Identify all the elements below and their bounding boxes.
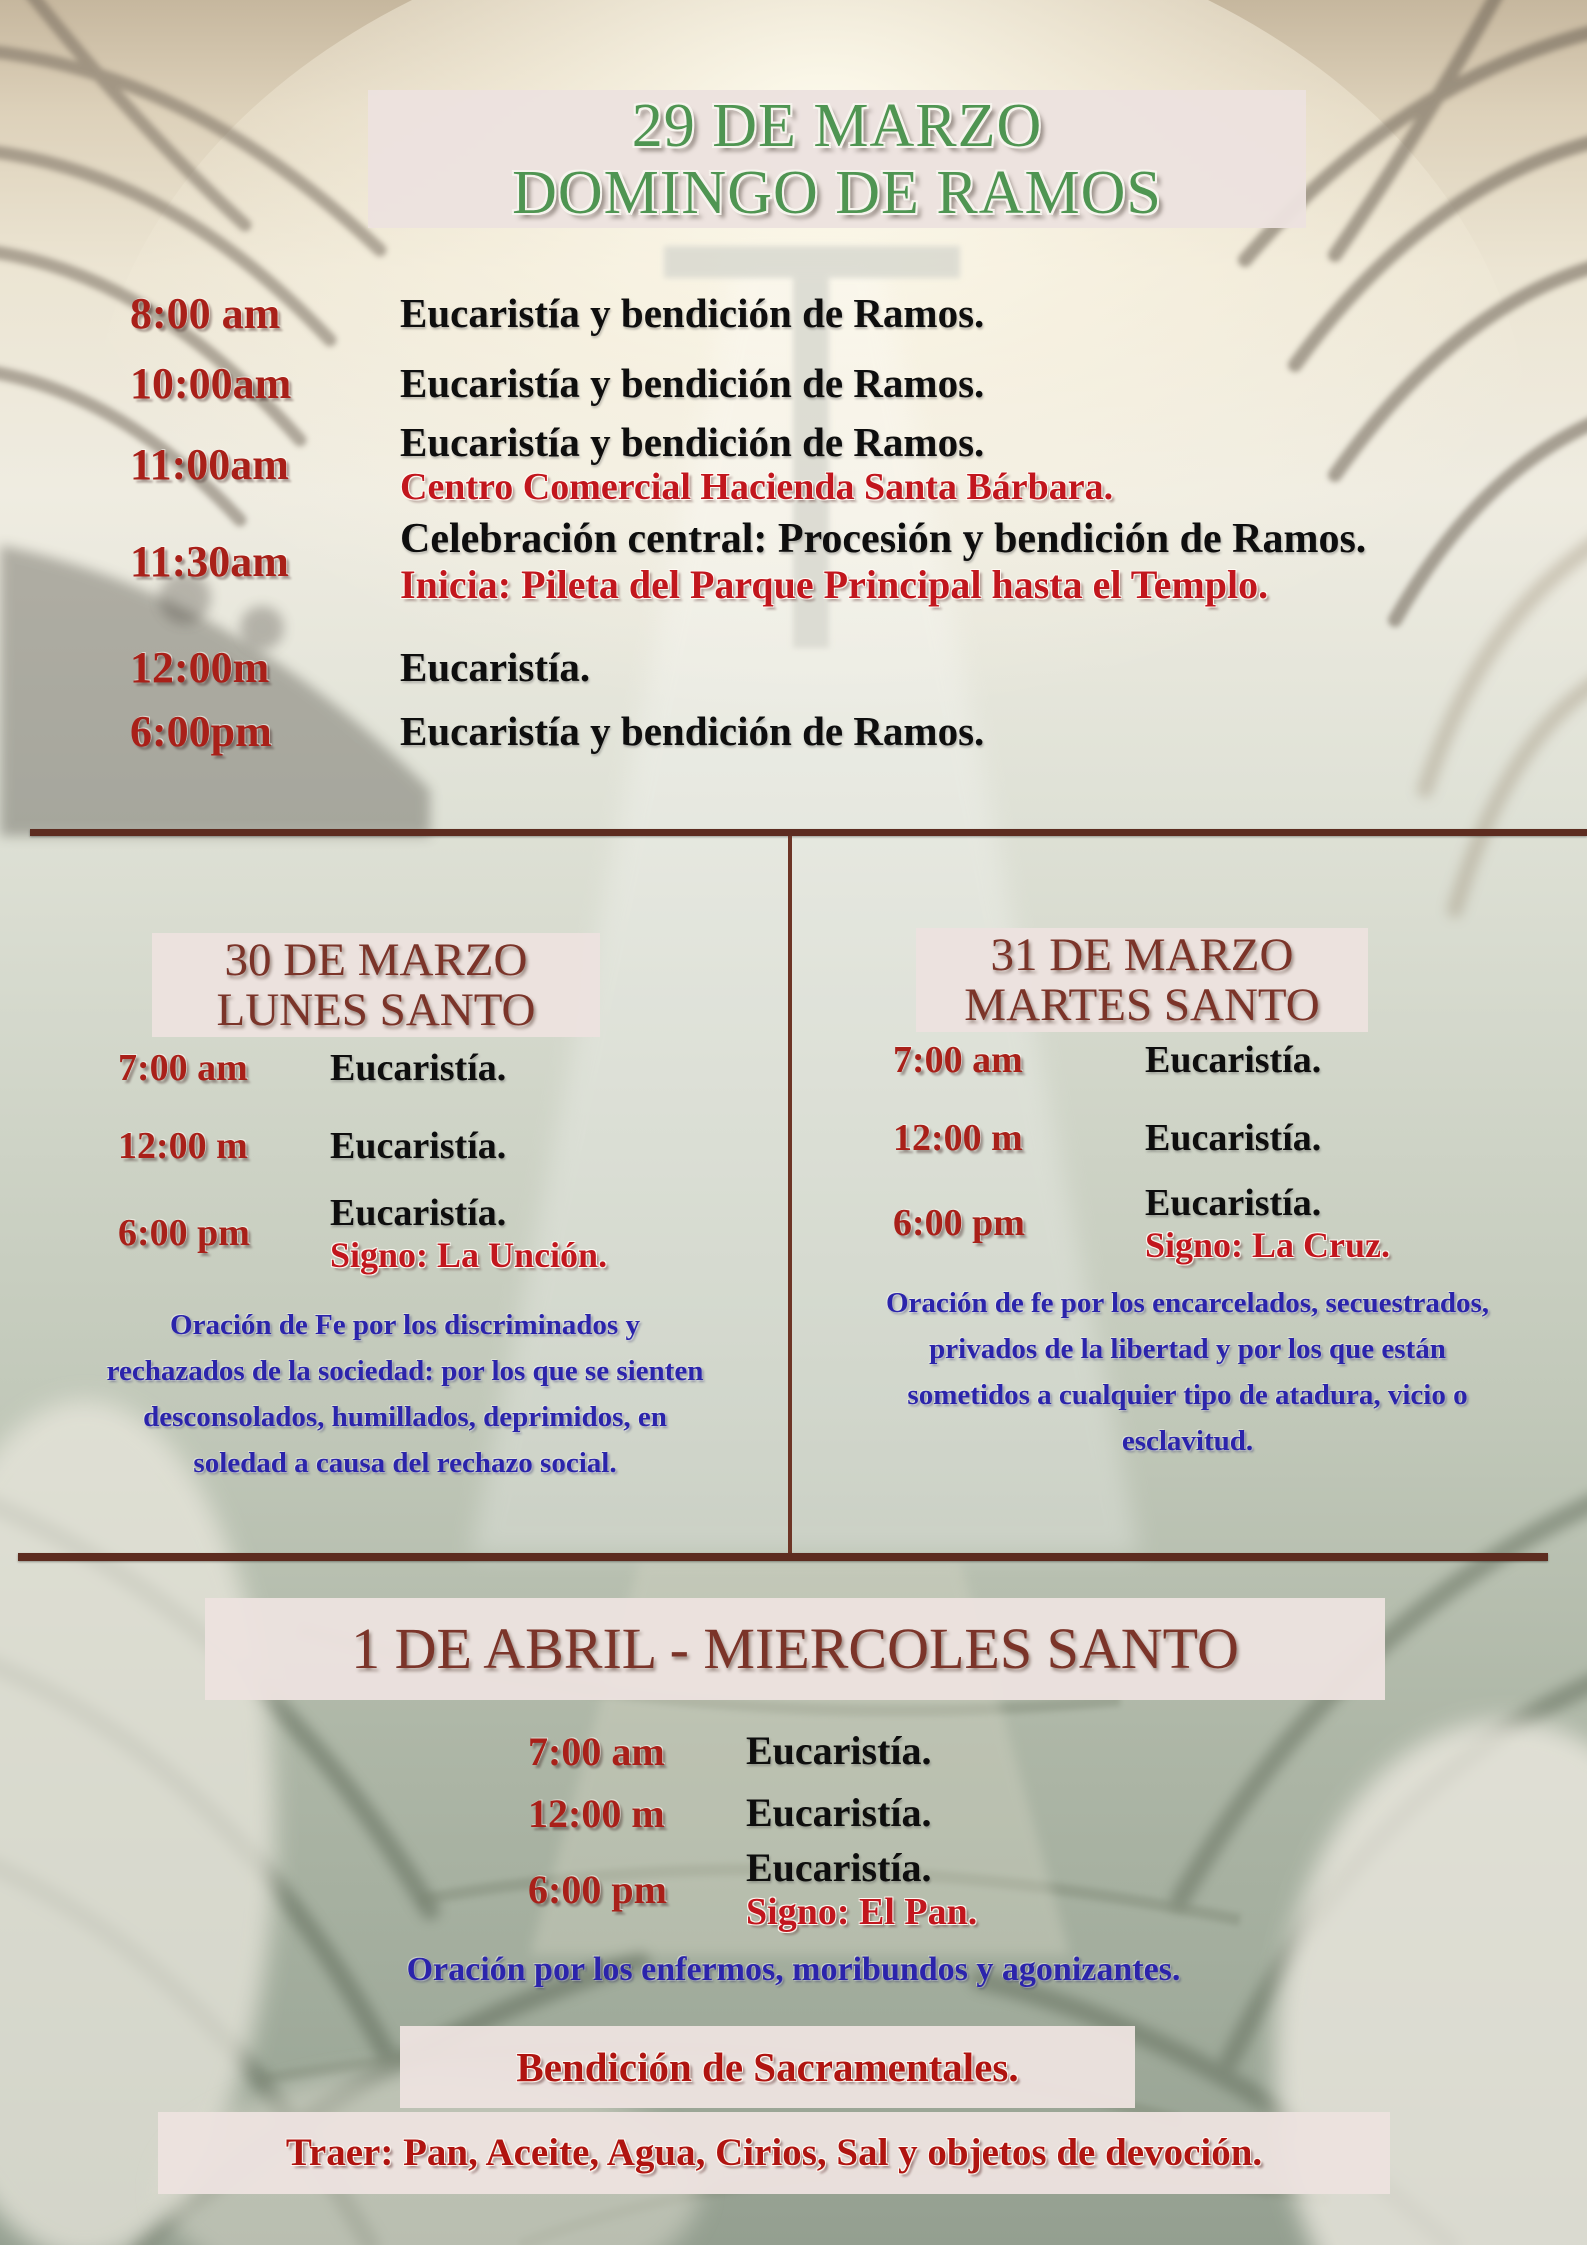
blessing-banner-text: Bendición de Sacramentales.	[516, 2044, 1019, 2090]
prayer-line: Oración de fe por los encarcelados, secuestrados,	[885, 1287, 1490, 1319]
schedule-row-lunes-3	[118, 1192, 607, 1275]
time-label: 6:00 pm	[893, 1202, 1025, 1245]
time-label: 12:00 m	[118, 1125, 248, 1167]
event-description: Eucaristía.	[400, 643, 591, 690]
domingo-title-box	[368, 90, 1306, 228]
schedule-row-miercoles-3	[528, 1846, 977, 1933]
schedule-row-domingo-3	[130, 420, 1567, 508]
event-description: Celebración central: Procesión y bendición de Ramos.	[400, 516, 1367, 562]
prayer-line: desconsolados, humillados, deprimidos, en	[143, 1401, 667, 1433]
time-label: 6:00 pm	[528, 1867, 667, 1913]
schedule-row-domingo-5	[130, 642, 1567, 693]
event-route-note: Inicia: Pileta del Parque Principal hasta el Templo.	[400, 562, 1269, 608]
prayer-line: Oración de Fe por los discriminados y	[170, 1309, 640, 1341]
event-description: Eucaristía.	[1145, 1038, 1322, 1081]
time-label: 11:00am	[130, 439, 289, 489]
time-label: 11:30am	[130, 537, 289, 587]
prayer-line: sometidos a cualquier tipo de atadura, vicio o	[907, 1379, 1468, 1411]
lunes-date-title: 30 DE MARZO	[224, 934, 528, 986]
event-description: Eucaristía y bendición de Ramos.	[400, 359, 985, 406]
event-description: Eucaristía.	[330, 1124, 507, 1167]
time-label: 8:00 am	[130, 289, 281, 338]
time-label: 7:00 am	[893, 1039, 1023, 1081]
miercoles-title: 1 DE ABRIL - MIERCOLES SANTO	[351, 1616, 1239, 1681]
schedule-row-domingo-4	[130, 516, 1567, 608]
time-label: 6:00 pm	[118, 1212, 250, 1255]
time-label: 6:00pm	[130, 707, 272, 756]
schedule-row-lunes-1	[118, 1046, 506, 1090]
bring-items-text: Traer: Pan, Aceite, Agua, Cirios, Sal y objetos de devoción.	[285, 2131, 1263, 2174]
schedule-row-miercoles-1	[528, 1728, 932, 1775]
event-description: Eucaristía y bendición de Ramos.	[400, 707, 985, 754]
martes-prayer-paragraph	[800, 1280, 1575, 1464]
event-description: Eucaristía.	[330, 1192, 507, 1234]
time-label: 12:00 m	[528, 1791, 665, 1836]
time-label: 10:00am	[130, 359, 292, 408]
divider-horizontal-top	[30, 829, 1587, 836]
divider-vertical-columns	[788, 836, 792, 1557]
prayer-line: rechazados de la sociedad: por los que se sienten	[106, 1355, 704, 1387]
event-description: Eucaristía.	[1145, 1182, 1322, 1224]
prayer-line: esclavitud.	[1121, 1425, 1254, 1457]
schedule-row-martes-3	[893, 1182, 1390, 1265]
schedule-row-lunes-2	[118, 1124, 506, 1168]
schedule-row-domingo-6	[130, 706, 1567, 757]
lunes-day-title: LUNES SANTO	[216, 984, 536, 1036]
prayer-line: privados de la libertad y por los que están	[929, 1333, 1446, 1365]
bring-items-banner-box	[158, 2112, 1390, 2194]
time-label: 7:00 am	[528, 1729, 665, 1774]
domingo-date-title: 29 DE MARZO	[631, 92, 1043, 160]
event-description: Eucaristía.	[330, 1046, 507, 1089]
event-sign-note: Signo: La Cruz.	[1145, 1224, 1391, 1265]
schedule-row-miercoles-2	[528, 1790, 932, 1837]
event-sign-note: Signo: El Pan.	[746, 1890, 978, 1933]
time-label: 12:00 m	[893, 1117, 1023, 1159]
schedule-row-domingo-1	[130, 288, 1567, 339]
schedule-row-domingo-2	[130, 358, 1567, 409]
miercoles-title-box	[205, 1598, 1385, 1700]
miercoles-prayer-line: Oración por los enfermos, moribundos y agonizantes.	[406, 1951, 1181, 1988]
martes-day-title: MARTES SANTO	[964, 979, 1320, 1031]
blessing-banner-box	[400, 2026, 1135, 2108]
lunes-prayer-paragraph	[45, 1302, 765, 1486]
schedule-row-martes-1	[893, 1038, 1321, 1082]
event-description: Eucaristía.	[746, 1845, 932, 1890]
schedule-row-martes-2	[893, 1116, 1321, 1160]
event-description: Eucaristía y bendición de Ramos.	[400, 419, 985, 465]
martes-date-title: 31 DE MARZO	[990, 929, 1294, 981]
event-description: Eucaristía.	[746, 1790, 932, 1836]
event-location-note: Centro Comercial Hacienda Santa Bárbara.	[400, 465, 1114, 508]
event-description: Eucaristía.	[746, 1728, 932, 1774]
lunes-title-box	[152, 933, 600, 1037]
prayer-line: soledad a causa del rechazo social.	[193, 1447, 617, 1479]
time-label: 7:00 am	[118, 1047, 248, 1089]
event-description: Eucaristía y bendición de Ramos.	[400, 289, 985, 336]
event-sign-note: Signo: La Unción.	[330, 1234, 608, 1275]
domingo-day-title: DOMINGO DE RAMOS	[512, 159, 1162, 227]
time-label: 12:00m	[130, 643, 270, 692]
martes-title-box	[916, 928, 1368, 1032]
event-description: Eucaristía.	[1145, 1116, 1322, 1159]
divider-horizontal-bottom	[18, 1553, 1548, 1561]
